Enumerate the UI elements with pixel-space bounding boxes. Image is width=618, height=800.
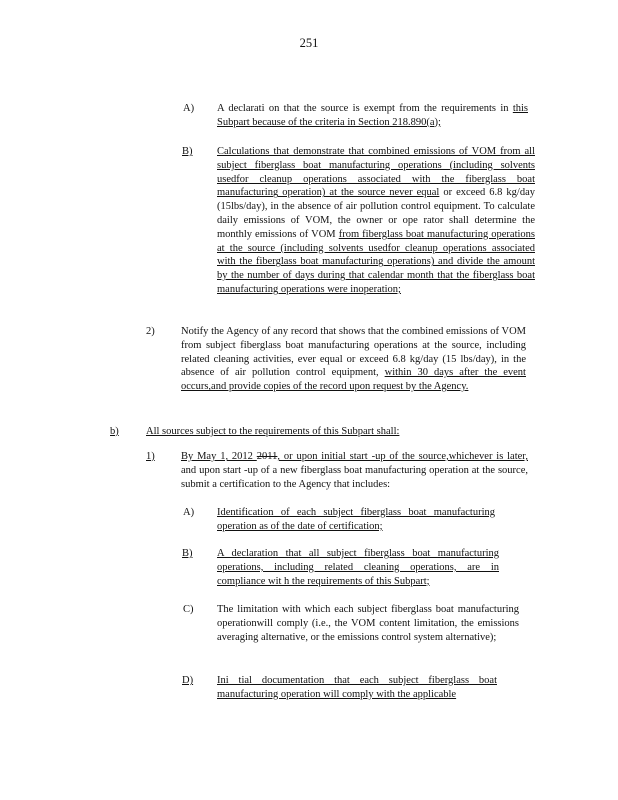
paragraph-declaration-compliance: A declaration that all subject fiberglass boat manufacturing operations, including related cleaning operations, are in compliance wit h the requirements of this Subpart; [217, 548, 499, 587]
paragraph-limitation: The limitation with which each subject fiberglass boat manufacturing operationwill comply (i.e., the VOM content limitation, the emissions averaging alternative, or the emissions control system alternative); [217, 604, 519, 643]
item-label-d: D) [182, 675, 194, 686]
item-label-b: B) [182, 146, 193, 157]
paragraph-certification: By May 1, 2012 2011, or upon initial start -up of the source,whichever is later, and upon start -up of a new fiberglass boat manufacturing operation at the source, submit a certification to the Agency that includes: [181, 451, 528, 490]
paragraph-all-sources: All sources subject to the requirements of this Subpart shall: [146, 426, 400, 437]
paragraph-notify-agency: Notify the Agency of any record that shows that the combined emissions of VOM from subject fiberglass boat manufacturing operations at the source, including related cleaning activities, ever equal or exceed 6.8 kg/day (15 lbs/day), in the absence of air pollution control equipment, within 30 days after the event occurs,and provide copies of the record upon request by the Agency. [181, 326, 526, 393]
item-label-c: C) [183, 604, 194, 615]
item-label-2: 2) [146, 326, 155, 337]
item-label-b-2: B) [182, 548, 193, 559]
item-label-1: 1) [146, 451, 155, 462]
item-label-b-lower: b) [110, 426, 119, 437]
item-label-a-2: A) [183, 507, 195, 518]
item-label-a: A) [183, 103, 195, 114]
paragraph-identification: Identification of each subject fiberglass boat manufacturing operation as of the date of certification; [217, 507, 495, 532]
paragraph-initial-documentation: Ini tial documentation that each subject fiberglass boat manufacturing operation will comply with the applicable [217, 675, 497, 700]
paragraph-calculations: Calculations that demonstrate that combined emissions of VOM from all subject fiberglass boat manufacturing operations (including solvents usedfor cleanup operations associated with the fiberglass boat manufacturing operation) at the source never equal or exceed 6.8 kg/day (15lbs/day), in the absence of air pollution control equipment. To calculate daily emissions of VOM, the owner or ope rator shall determine the monthly emissions of VOM from fiberglass boat manufacturing operations at the source (including solvents usedfor cleanup operations associated with the fiberglass boat manufacturing operations) and divide the amount by the number of days during that calendar month that the fiberglass boat manufacturing operations were inoperation; [217, 146, 535, 295]
paragraph-declaration-exempt: A declarati on that the source is exempt from the requirements in this Subpart because of the criteria in Section 218.890(a); [217, 103, 528, 128]
page-number: 251 [299, 36, 319, 50]
